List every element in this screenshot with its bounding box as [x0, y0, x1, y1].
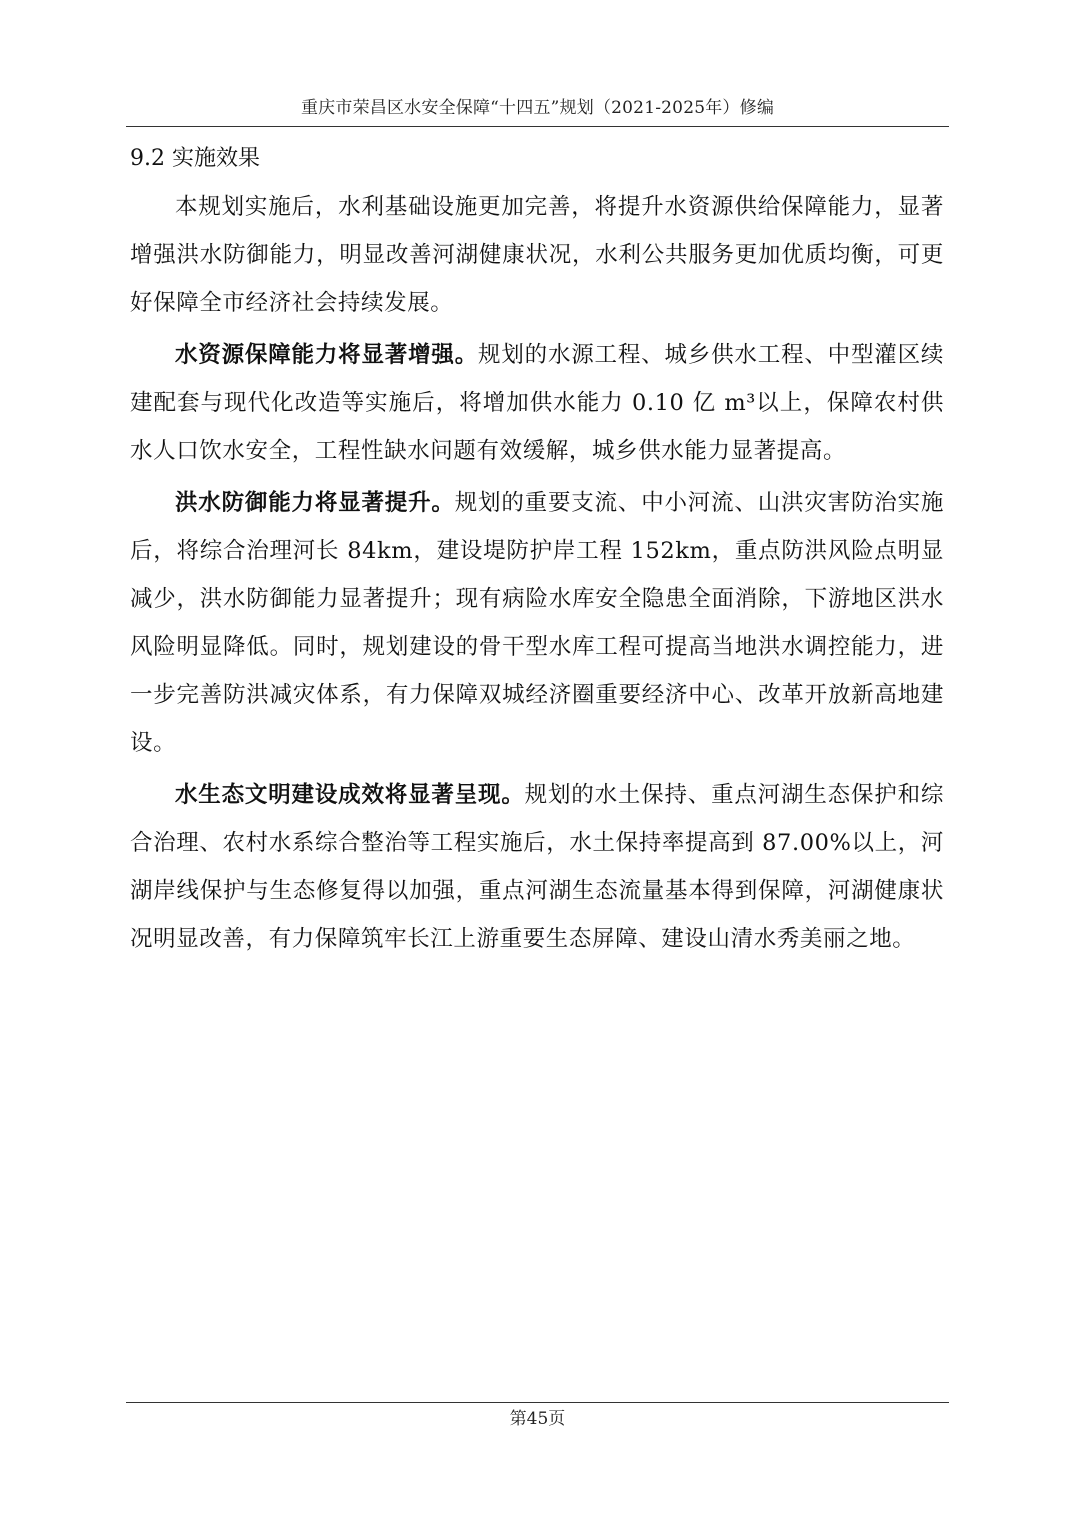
page-number: 第45页 — [509, 1409, 566, 1429]
paragraph-lead: 洪水防御能力将显著提升。 — [175, 490, 455, 516]
paragraph-flood-defense — [130, 479, 944, 767]
paragraph-water-resources — [130, 331, 944, 475]
footer-divider — [126, 1402, 949, 1403]
paragraph-lead: 水生态文明建设成效将显著呈现。 — [175, 782, 525, 808]
header-divider — [126, 126, 949, 127]
paragraph-text: 规划的水土保持、重点河湖生态保护和综合治理、农村水系综合整治等工程实施后，水土保持率提高到 87.00%以上，河湖岸线保护与生态修复得以加强，重点河湖生态流量基本得到保障，河湖健康状况明显改善，有力保障筑牢长江上游重要生态屏障、建设山清水秀美丽之地。 — [130, 782, 944, 952]
paragraph-text: 本规划实施后，水利基础设施更加完善，将提升水资源供给保障能力，显著增强洪水防御能力，明显改善河湖健康状况，水利公共服务更加优质均衡，可更好保障全市经济社会持续发展。 — [130, 194, 944, 316]
paragraph-eco-civilization — [130, 771, 944, 963]
paragraph-text: 规划的重要支流、中小河流、山洪灾害防治实施后，将综合治理河长 84km，建设堤防护岸工程 152km，重点防洪风险点明显减少，洪水防御能力显著提升；现有病险水库安全隐患全面消除，下游地区洪水风险明显降低。同时，规划建设的骨干型水库工程可提高当地洪水调控能力，进一步完善防洪减灾体系，有力保障双城经济圈重要经济中心、改革开放新高地建设。 — [130, 490, 944, 756]
body-text — [130, 183, 944, 967]
paragraph-intro — [130, 183, 944, 327]
running-header: 重庆市荣昌区水安全保障“十四五”规划（2021-2025年）修编 — [300, 98, 775, 118]
paragraph-text: 规划的水源工程、城乡供水工程、中型灌区续建配套与现代化改造等实施后，将增加供水能力 0.10 亿 m³以上，保障农村供水人口饮水安全，工程性缺水问题有效缓解，城乡供水能力显著提高。 — [130, 342, 944, 464]
section-heading: 9.2 实施效果 — [130, 146, 260, 171]
paragraph-lead: 水资源保障能力将显著增强。 — [175, 342, 479, 368]
